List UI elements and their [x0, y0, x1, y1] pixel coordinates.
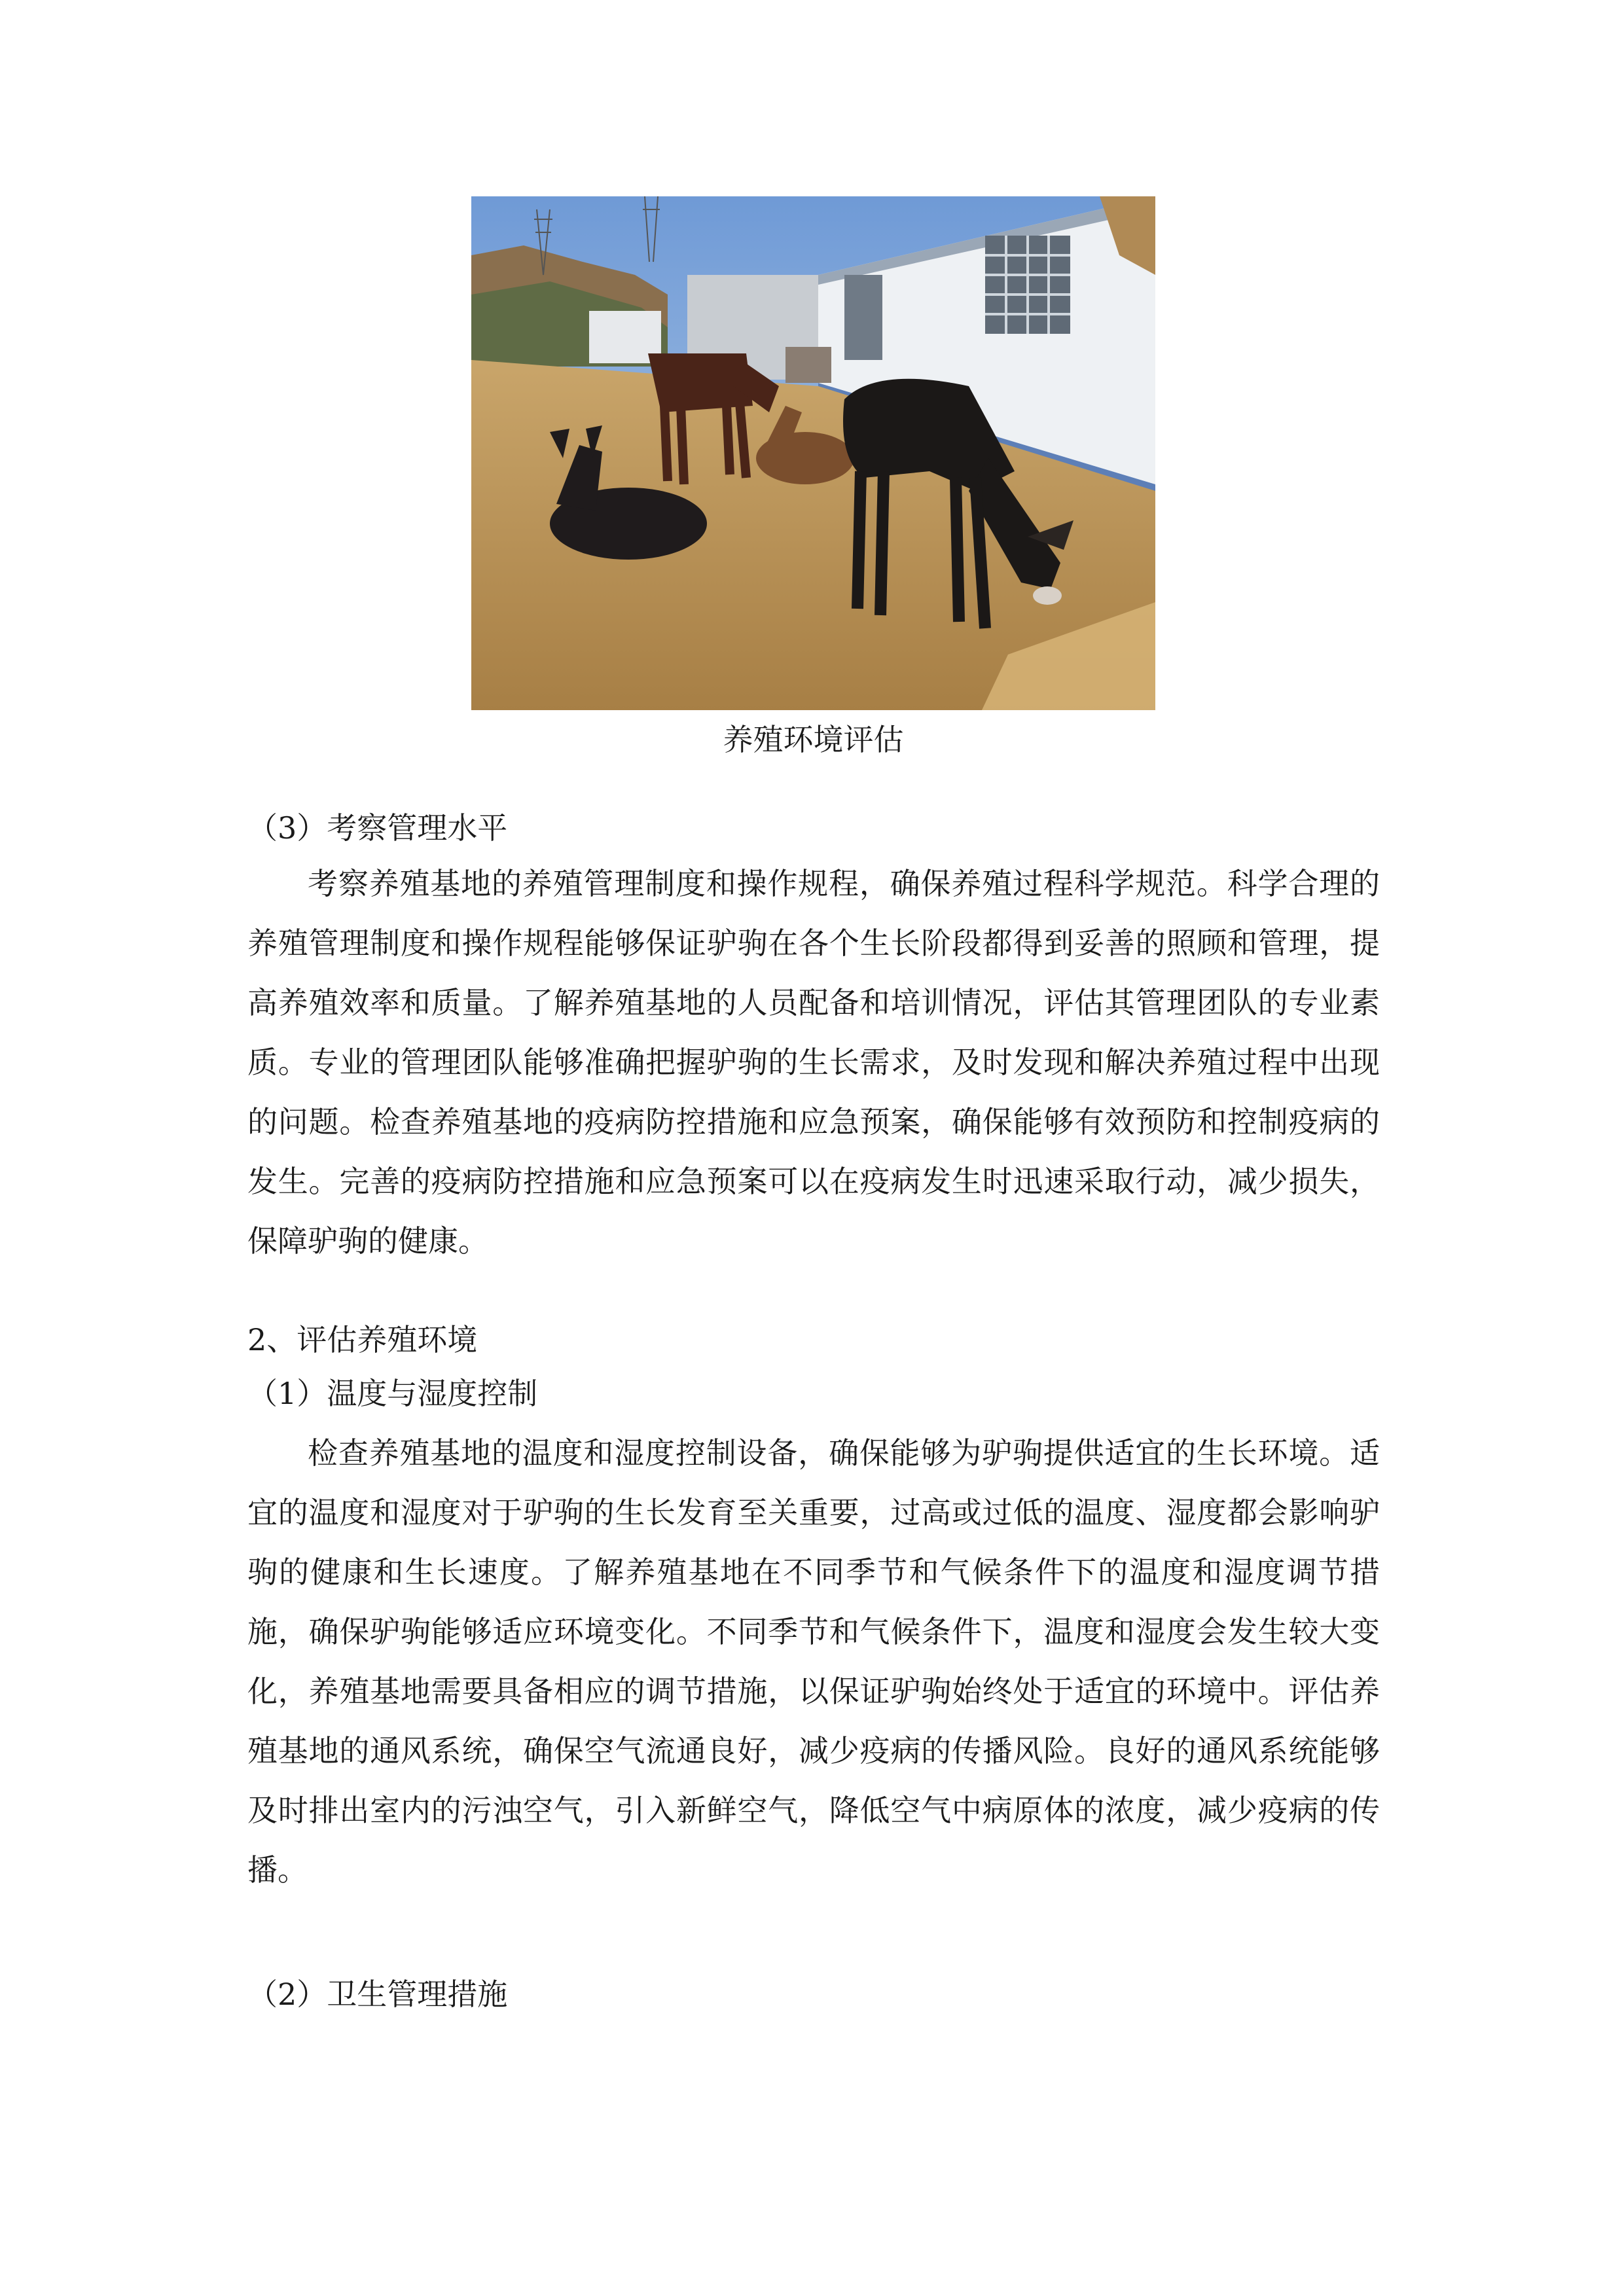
donkey-farm-photo — [471, 196, 1155, 710]
section-2-heading: 2、评估养殖环境 — [247, 1322, 478, 1357]
figure-caption: 养殖环境评估 — [723, 722, 904, 757]
subsection-2-heading: （2）卫生管理措施 — [247, 1977, 508, 2012]
subsection-1-body: 检查养殖基地的温度和湿度控制设备，确保能够为驴驹提供适宜的生长环境。适宜的温度和湿度对于驴驹的生长发育至关重要，过高或过低的温度、湿度都会影响驴驹的健康和生长速度。了解养殖基地在不同季节和气候条件下的温度和湿度调节措施，确保驴驹能够适应环境变化。不同季节和气候条件下，温度和湿度会发生较大变化，养殖基地需要具备相应的调节措施，以保证驴驹始终处于适宜的环境中。评估养殖基地的通风系统，确保空气流通良好，减少疫病的传播风险。良好的通风系统能够及时排出室内的污浊空气，引入新鲜空气，降低空气中病原体的浓度，减少疫病的传播。 — [247, 1435, 1380, 1888]
section-3-heading: （3）考察管理水平 — [247, 810, 508, 846]
subsection-1-heading: （1）温度与湿度控制 — [247, 1376, 538, 1411]
figure-photo — [471, 196, 1155, 710]
section-3-body: 考察养殖基地的养殖管理制度和操作规程，确保养殖过程科学规范。科学合理的养殖管理制度和操作规程能够保证驴驹在各个生长阶段都得到妥善的照顾和管理，提高养殖效率和质量。了解养殖基地的人员配备和培训情况，评估其管理团队的专业素质。专业的管理团队能够准确把握驴驹的生长需求，及时发现和解决养殖过程中出现的问题。检查养殖基地的疫病防控措施和应急预案，确保能够有效预防和控制疫病的发生。完善的疫病防控措施和应急预案可以在疫病发生时迅速采取行动，减少损失，保障驴驹的健康。 — [247, 866, 1380, 1259]
